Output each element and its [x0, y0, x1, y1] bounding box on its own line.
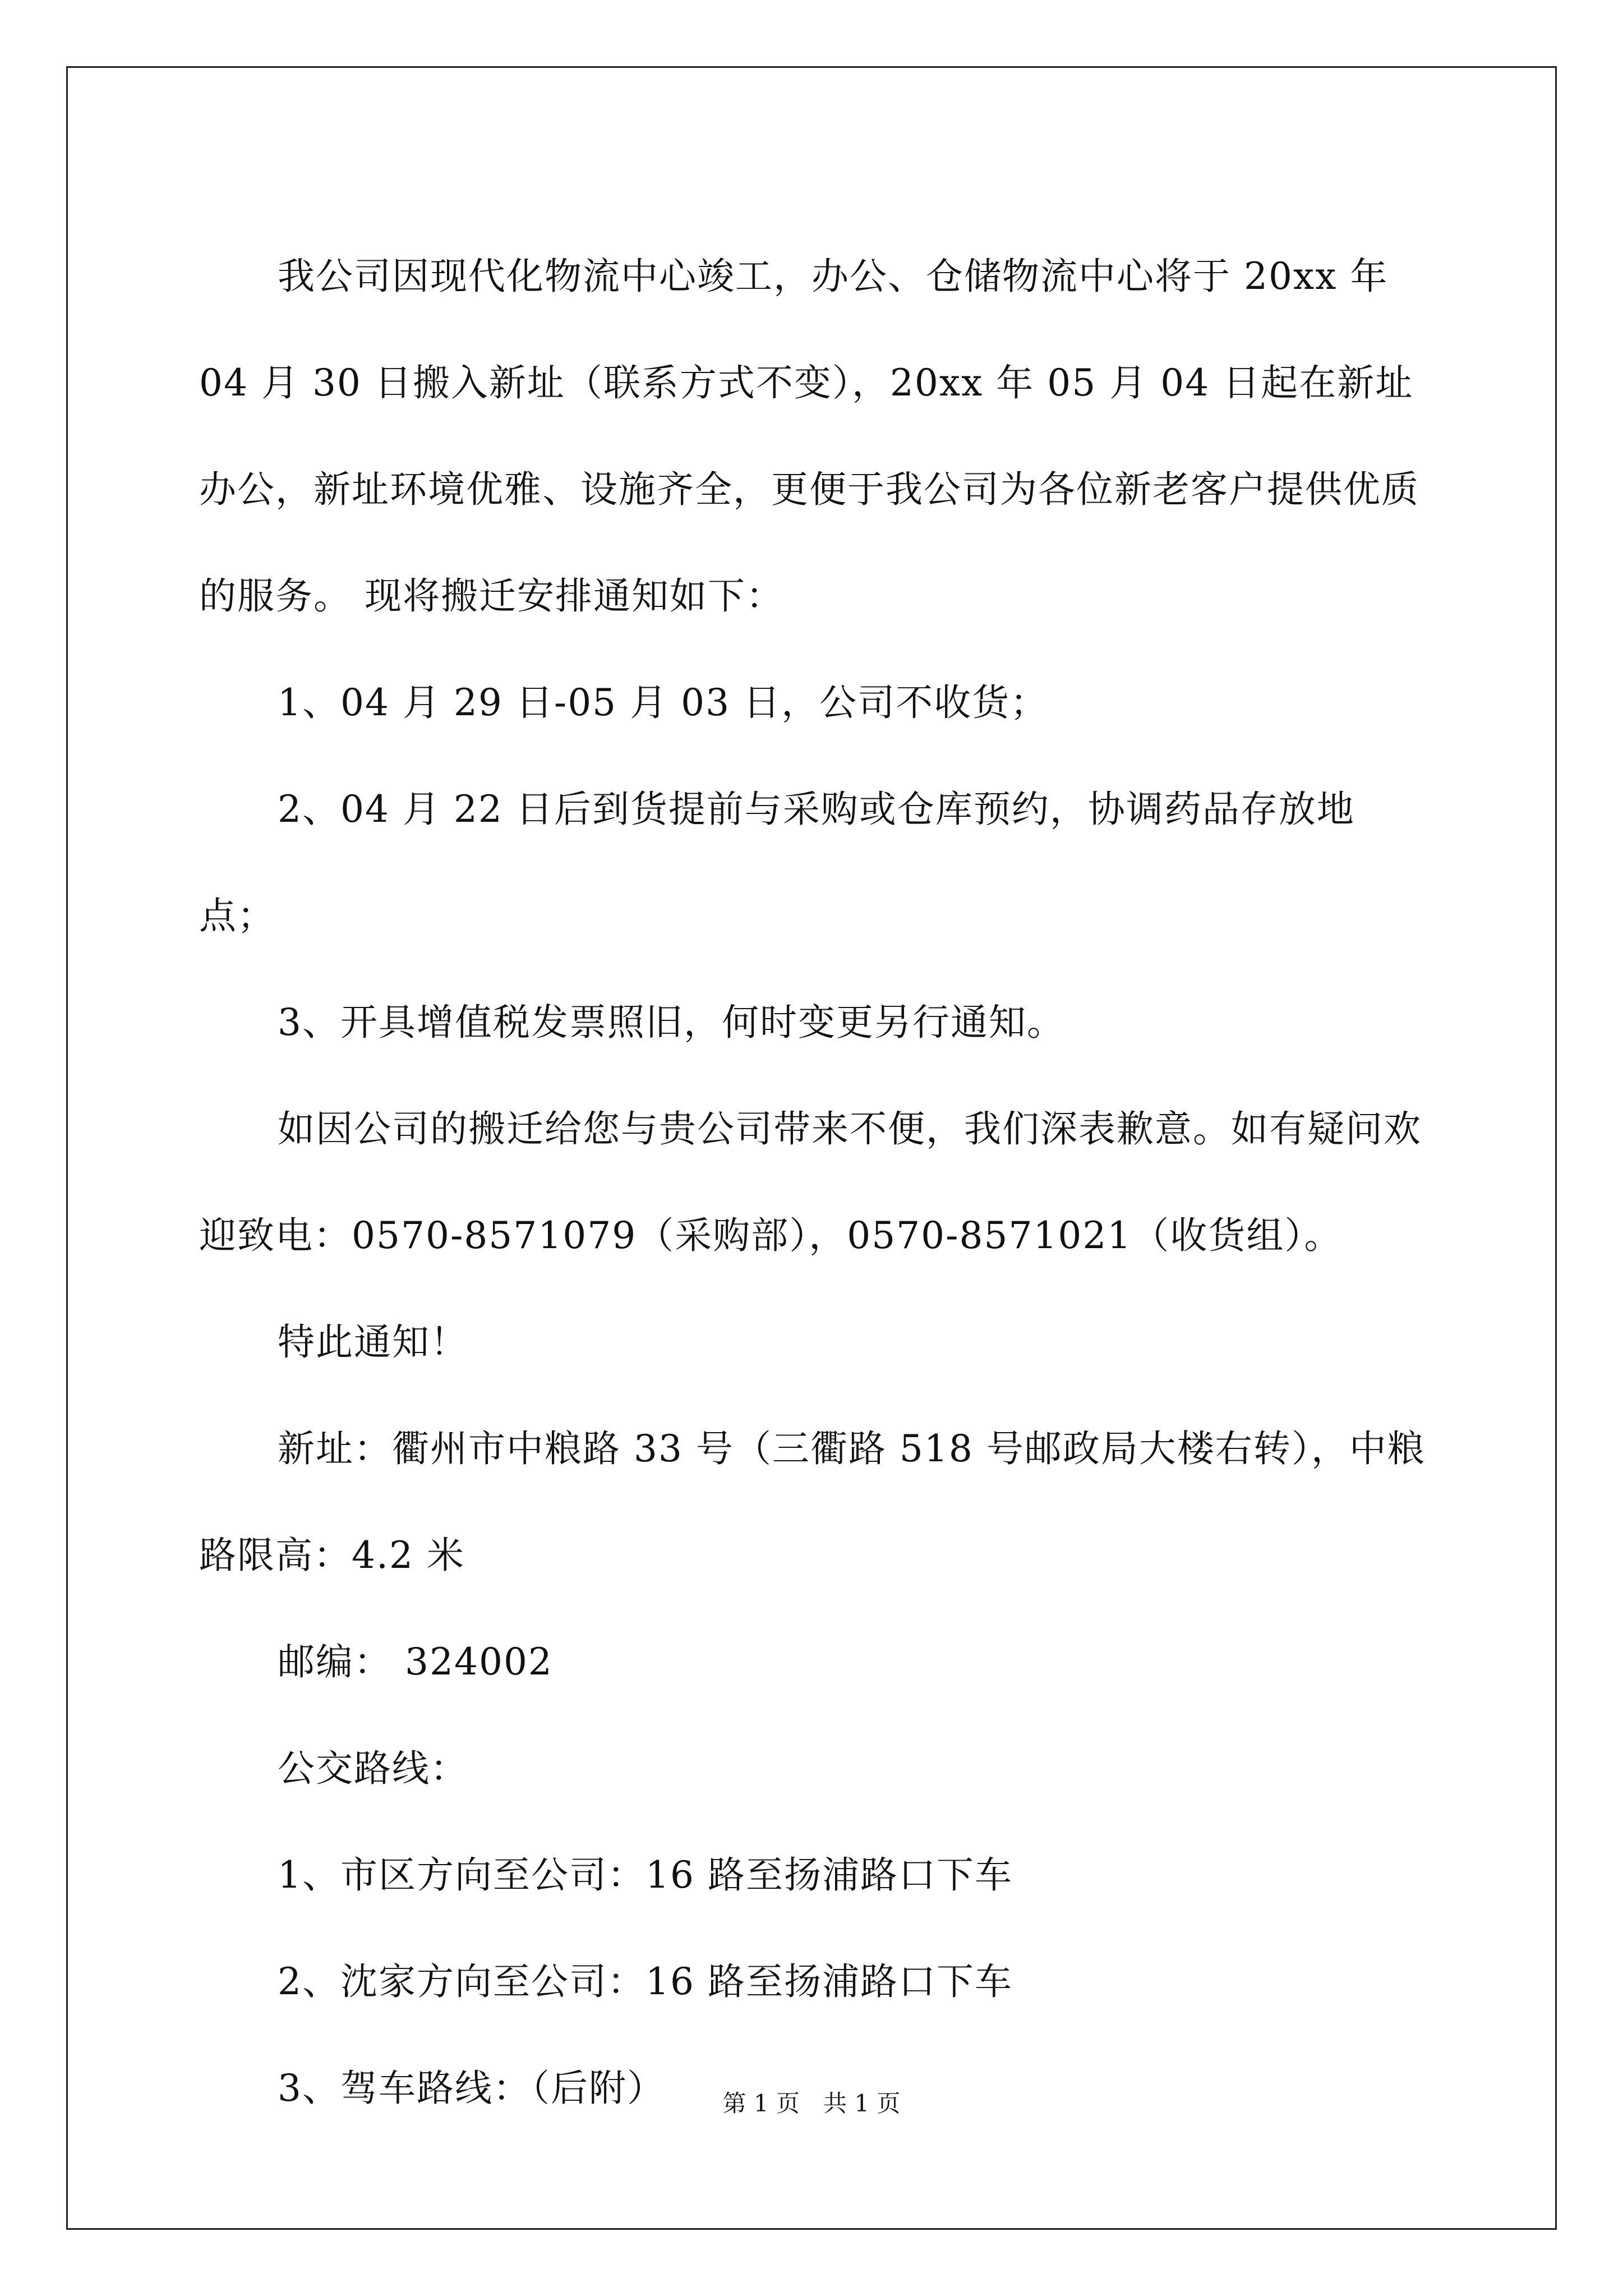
intro-paragraph: 我公司因现代化物流中心竣工，办公、仓储物流中心将于 20xx 年 04 月 30 日搬入新址（联系方式不变），20xx 年 05 月 04 日起在新址办公，新址环境优雅、设施齐全，更便于我公司为各位新老客户提供优质的服务。 现将搬迁安排通知如下： [199, 255, 1419, 618]
bus-route-item-2: 2、沈家方向至公司：16 路至扬浦路口下车 [278, 1960, 1013, 2003]
bus-route-heading: 公交路线： [278, 1747, 468, 1790]
closing-line: 特此通知！ [278, 1320, 468, 1364]
new-address: 新址：衢州市中粮路 33 号（三衢路 518 号邮政局大楼右转），中粮路限高：4.2 米 [199, 1427, 1426, 1577]
notice-item-2: 2、04 月 22 日后到货提前与采购或仓库预约，协调药品存放地点； [199, 788, 1355, 937]
apology-paragraph: 如因公司的搬迁给您与贵公司带来不便，我们深表歉意。如有疑问欢迎致电：0570-8571079（采购部），0570-8571021（收货组）。 [199, 1107, 1422, 1257]
document-body [199, 223, 1427, 2142]
postal-code: 邮编： 324002 [278, 1640, 553, 1683]
driving-route-item: 3、驾车路线：（后附） [278, 2067, 665, 2110]
bus-route-item-1: 1、市区方向至公司：16 路至扬浦路口下车 [278, 1853, 1013, 1897]
notice-item-3: 3、开具增值税发票照旧，何时变更另行通知。 [278, 1001, 1065, 1044]
page-footer: 第 1 页 共 1 页 [722, 2090, 901, 2117]
notice-item-1: 1、04 月 29 日-05 月 03 日，公司不收货； [278, 681, 1049, 724]
